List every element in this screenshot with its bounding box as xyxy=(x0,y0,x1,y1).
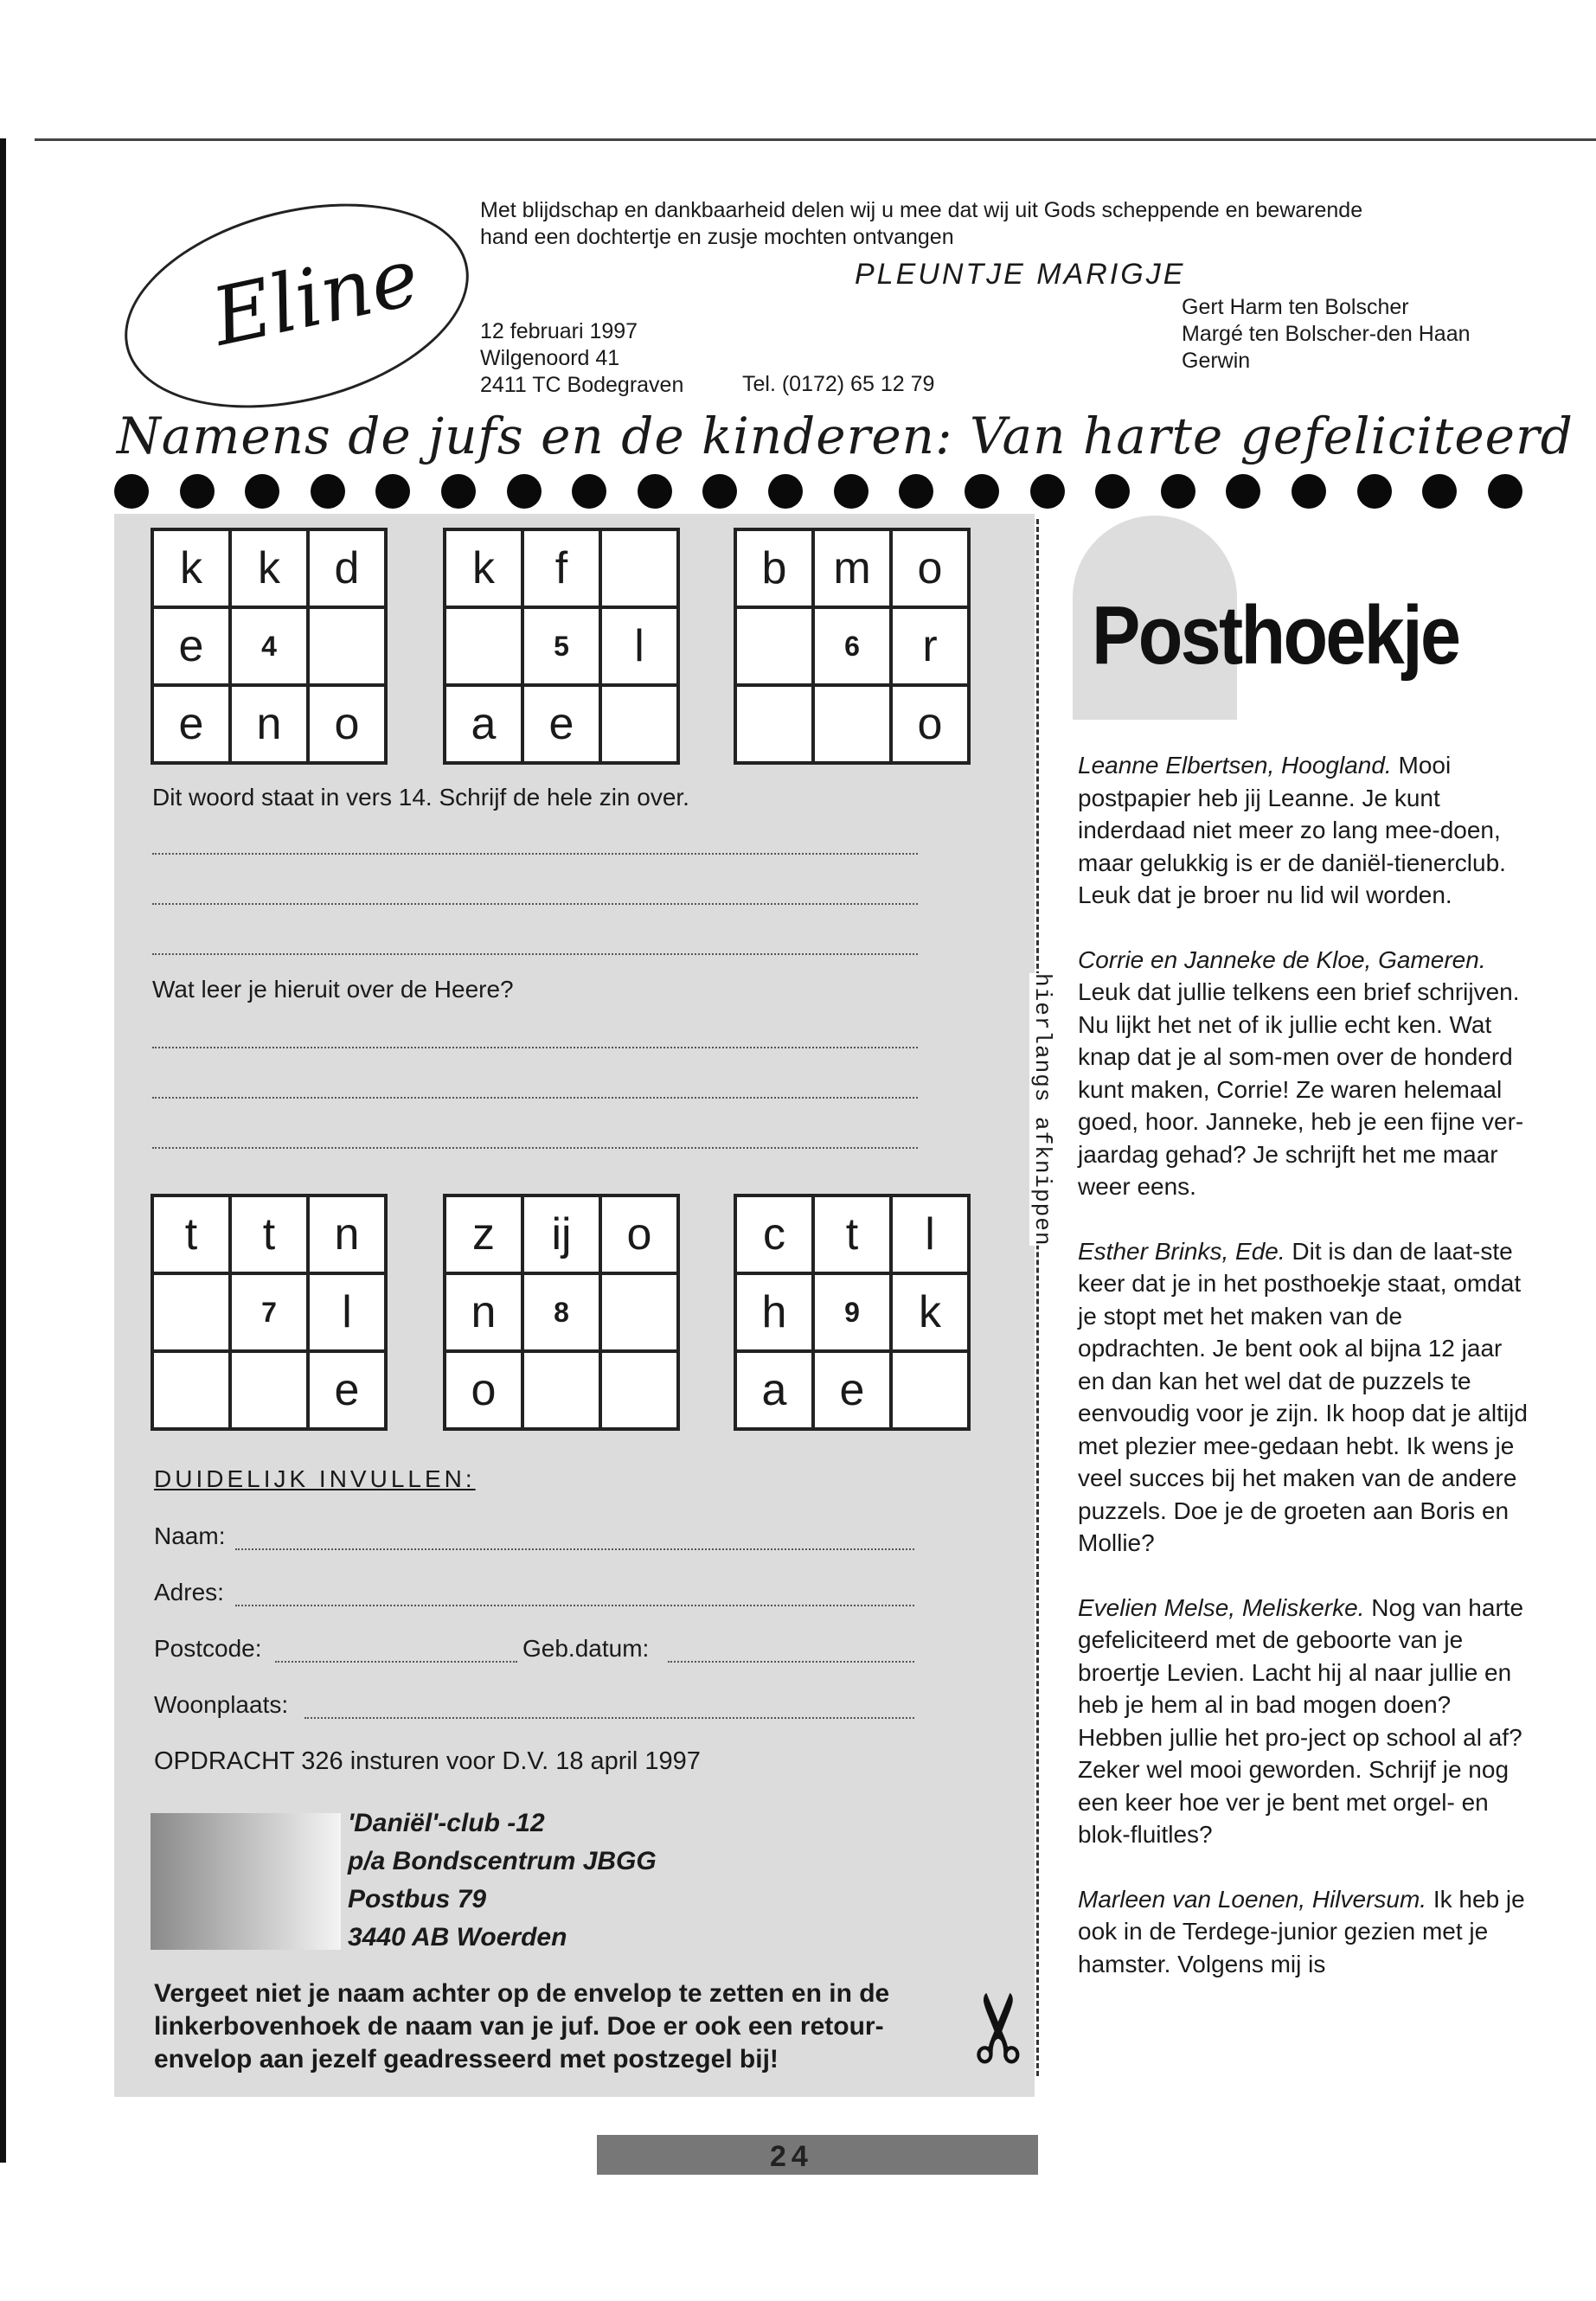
parent-name: Margé ten Bolscher-den Haan xyxy=(1182,322,1471,346)
question-2: Wat leer je hieruit over de Heere? xyxy=(152,976,514,1003)
page-left-edge xyxy=(0,138,6,2163)
grid-letter-cell: f xyxy=(522,529,600,607)
grid-letter-cell: t xyxy=(230,1195,308,1273)
letter-grid xyxy=(443,1194,680,1431)
parent-name: Gert Harm ten Bolscher xyxy=(1182,295,1409,319)
congrats-banner: Namens de jufs en de kinderen: Van harte gefeliciteerd xyxy=(117,407,1574,465)
grid-letter-cell: b xyxy=(735,529,813,607)
announcement-parents xyxy=(1182,294,1471,375)
letter-sender: Leanne Elbertsen, Hoogland. xyxy=(1078,752,1392,779)
grid-letter-cell: n xyxy=(308,1195,386,1273)
divider-dot xyxy=(1488,474,1522,509)
divider-dot xyxy=(1095,474,1130,509)
puzzle-panel xyxy=(114,514,1035,2097)
grid-letter-cell: d xyxy=(308,529,386,607)
name-field[interactable] xyxy=(235,1548,914,1550)
grid-letter-cell: t xyxy=(152,1195,230,1273)
grid-letter-cell: e xyxy=(813,1351,891,1429)
grid-letter-cell: a xyxy=(445,685,522,763)
grid-letter-cell: k xyxy=(445,529,522,607)
grid-letter-cell: k xyxy=(230,529,308,607)
grid-letter-cell: a xyxy=(735,1351,813,1429)
town-field[interactable] xyxy=(304,1717,914,1719)
answer-line-3[interactable] xyxy=(152,953,918,955)
grid-letter-cell: e xyxy=(152,685,230,763)
grid-number-cell: 7 xyxy=(230,1273,308,1351)
grid-letter-cell: ij xyxy=(522,1195,600,1273)
address-line: 'Daniël'-club -12 xyxy=(348,1809,545,1837)
divider-dot xyxy=(180,474,215,509)
divider-dot xyxy=(638,474,672,509)
grid-letter-cell: z xyxy=(445,1195,522,1273)
grid-letter-cell: c xyxy=(735,1195,813,1273)
letter-sender: Corrie en Janneke de Kloe, Gameren. xyxy=(1078,945,1486,973)
letter-text: Leuk dat jullie telkens een brief schrijven. Nu lijkt het net of ik jullie echt ken. Wat knap dat je al som-men over de honderd kunt maken, Corrie! Ze waren helemaal goed, hoor. Janneke, heb je een fijne ver-jaardag gehad? Je schrijft het me maar weer eens. xyxy=(1078,978,1524,1200)
mail-address xyxy=(348,1804,657,1957)
grid-letter-cell: e xyxy=(522,685,600,763)
empty-grid-cell[interactable] xyxy=(152,1351,230,1429)
announcement-phone: Tel. (0172) 65 12 79 xyxy=(742,372,935,396)
divider-dot xyxy=(375,474,410,509)
letter-reply xyxy=(1078,944,1528,1203)
letter-text: Ik heb je ook in de Terdege-junior gezien met je hamster. Volgens mij is xyxy=(1078,1885,1525,1977)
announcement-details xyxy=(480,318,683,399)
letter-text: Nog van harte gefeliciteerd met de geboorte van je broertje Levien. Lacht hij al naar jullie en heb je hem al in bad mogen doen? Hebben jullie het pro-ject op school al af? Zeker wel mooi geworden. Schrijf je nog een keer hoe ver je bent met orgel- en blok-fluitles? xyxy=(1078,1593,1524,1848)
divider-dot xyxy=(1357,474,1392,509)
divider-dot xyxy=(1030,474,1065,509)
answer-line-2[interactable] xyxy=(152,903,918,905)
reminder-text: Vergeet niet je naam achter op de envelop te zetten en in de linkerbovenhoek de naam van je juf. Doe er ook een retour-envelop aan jezelf geadresseerd met postzegel bij! xyxy=(154,1979,890,2073)
empty-grid-cell[interactable] xyxy=(891,1351,969,1429)
grid-letter-cell: n xyxy=(230,685,308,763)
grid-number-cell: 8 xyxy=(522,1273,600,1351)
announcement-street: Wilgenoord 41 xyxy=(480,346,620,370)
empty-grid-cell[interactable] xyxy=(735,685,813,763)
divider-dot xyxy=(1292,474,1326,509)
answer-line-6[interactable] xyxy=(152,1147,918,1149)
form-heading: DUIDELIJK INVULLEN: xyxy=(154,1465,476,1492)
letter-text: Mooi postpapier heb jij Leanne. Je kunt inderdaad niet meer zo lang mee-doen, maar gelukkig is er de daniël-tienerclub. Leuk dat je broer nu lid wil worden. xyxy=(1078,752,1506,908)
address-label: Adres: xyxy=(154,1579,224,1606)
grid-letter-cell: o xyxy=(308,685,386,763)
grid-letter-cell: o xyxy=(891,529,969,607)
dot-divider xyxy=(114,474,1522,514)
scissors-icon: ✂ xyxy=(947,1987,1054,2068)
grid-letter-cell: k xyxy=(891,1273,969,1351)
letter-reply xyxy=(1078,1592,1528,1851)
grid-number-cell: 5 xyxy=(522,607,600,685)
letter-reply xyxy=(1078,749,1528,912)
empty-grid-cell[interactable] xyxy=(600,685,678,763)
grid-letter-cell: n xyxy=(445,1273,522,1351)
letter-grid xyxy=(734,1194,971,1431)
grid-letter-cell: e xyxy=(152,607,230,685)
divider-dot xyxy=(965,474,999,509)
birthdate-label: Geb.datum: xyxy=(522,1635,650,1662)
letter-reply xyxy=(1078,1883,1528,1981)
announcement-line: hand een dochtertje en zusje mochten ontvangen xyxy=(480,225,954,249)
grid-letter-cell: e xyxy=(308,1351,386,1429)
empty-grid-cell[interactable] xyxy=(735,607,813,685)
announcement-handwritten-name: Eline xyxy=(204,230,427,364)
address-line: Postbus 79 xyxy=(348,1885,487,1913)
divider-dot xyxy=(1422,474,1457,509)
empty-grid-cell[interactable] xyxy=(600,529,678,607)
divider-dot xyxy=(899,474,933,509)
address-line: p/a Bondscentrum JBGG xyxy=(348,1847,657,1875)
letter-sender: Evelien Melse, Meliskerke. xyxy=(1078,1593,1365,1621)
page-top-edge xyxy=(35,138,1596,141)
address-field[interactable] xyxy=(235,1605,914,1606)
letter-grid xyxy=(443,528,680,765)
divider-dot xyxy=(114,474,149,509)
town-label: Woonplaats: xyxy=(154,1691,289,1718)
grid-letter-cell: k xyxy=(152,529,230,607)
divider-dot xyxy=(507,474,542,509)
letter-grid xyxy=(734,528,971,765)
postcode-field[interactable] xyxy=(275,1661,517,1663)
address-line: 3440 AB Woerden xyxy=(348,1923,567,1952)
address-gradient-block xyxy=(151,1813,341,1950)
letter-reply xyxy=(1078,1235,1528,1560)
answer-line-5[interactable] xyxy=(152,1097,918,1099)
empty-grid-cell[interactable] xyxy=(600,1351,678,1429)
letter-grid xyxy=(151,528,388,765)
grid-letter-cell: l xyxy=(600,607,678,685)
empty-grid-cell[interactable] xyxy=(813,685,891,763)
cut-line xyxy=(1036,519,1039,2076)
letter-grid xyxy=(151,1194,388,1431)
sibling-name: Gerwin xyxy=(1182,349,1251,373)
letters-column xyxy=(1078,749,1528,2012)
grid-number-cell: 6 xyxy=(813,607,891,685)
deadline-text: OPDRACHT 326 insturen voor D.V. 18 april 1997 xyxy=(154,1747,701,1775)
announcement-full-names: PLEUNTJE MARIGJE xyxy=(855,258,1186,291)
divider-dot xyxy=(834,474,869,509)
grid-letter-cell: r xyxy=(891,607,969,685)
divider-dot xyxy=(441,474,476,509)
empty-grid-cell[interactable] xyxy=(308,607,386,685)
divider-dot xyxy=(572,474,606,509)
answer-line-4[interactable] xyxy=(152,1047,918,1048)
postcode-label: Postcode: xyxy=(154,1635,262,1662)
name-label: Naam: xyxy=(154,1522,226,1549)
cut-line-label: hierlangs afknippen xyxy=(1029,973,1055,1247)
grid-letter-cell: t xyxy=(813,1195,891,1273)
grid-number-cell: 9 xyxy=(813,1273,891,1351)
divider-dot xyxy=(1226,474,1260,509)
grid-letter-cell: m xyxy=(813,529,891,607)
letter-text: Dit is dan de laat-ste keer dat je in het posthoekje staat, omdat je stopt met het maken van de opdrachten. Je bent ook al bijna 12 jaar en dan kan het wel dat de puzzels te eenvoudig voor je zijn. Ik hoop dat je altijd met plezier mee-gedaan hebt. Ik wens je veel succes bij het maken van de andere puzzels. Doe je de groeten aan Boris en Mollie? xyxy=(1078,1237,1528,1556)
answer-line-1[interactable] xyxy=(152,853,918,855)
birthdate-field[interactable] xyxy=(668,1661,914,1663)
announcement-line: Met blijdschap en dankbaarheid delen wij u mee dat wij uit Gods scheppende en bewarende xyxy=(480,198,1363,222)
question-1: Dit woord staat in vers 14. Schrijf de hele zin over. xyxy=(152,784,689,811)
grid-letter-cell: l xyxy=(891,1195,969,1273)
posthoekje-title: Posthoekje xyxy=(1092,589,1459,682)
announcement-city: 2411 TC Bodegraven xyxy=(480,373,684,397)
empty-grid-cell[interactable] xyxy=(230,1351,308,1429)
announcement-date: 12 februari 1997 xyxy=(480,319,638,343)
letter-sender: Marleen van Loenen, Hilversum. xyxy=(1078,1885,1427,1913)
grid-number-cell: 4 xyxy=(230,607,308,685)
divider-dot xyxy=(768,474,803,509)
page-footer-bar xyxy=(597,2135,1038,2175)
divider-dot xyxy=(311,474,345,509)
grid-letter-cell: o xyxy=(891,685,969,763)
divider-dot xyxy=(245,474,279,509)
divider-dot xyxy=(1161,474,1195,509)
empty-grid-cell[interactable] xyxy=(445,607,522,685)
grid-letter-cell: o xyxy=(600,1195,678,1273)
grid-letter-cell: o xyxy=(445,1351,522,1429)
letter-sender: Esther Brinks, Ede. xyxy=(1078,1237,1285,1265)
announcement-text xyxy=(480,197,1518,251)
empty-grid-cell[interactable] xyxy=(600,1273,678,1351)
grid-letter-cell: h xyxy=(735,1273,813,1351)
empty-grid-cell[interactable] xyxy=(152,1273,230,1351)
divider-dot xyxy=(702,474,737,509)
page-number: 24 xyxy=(770,2140,813,2173)
grid-letter-cell: l xyxy=(308,1273,386,1351)
empty-grid-cell[interactable] xyxy=(522,1351,600,1429)
